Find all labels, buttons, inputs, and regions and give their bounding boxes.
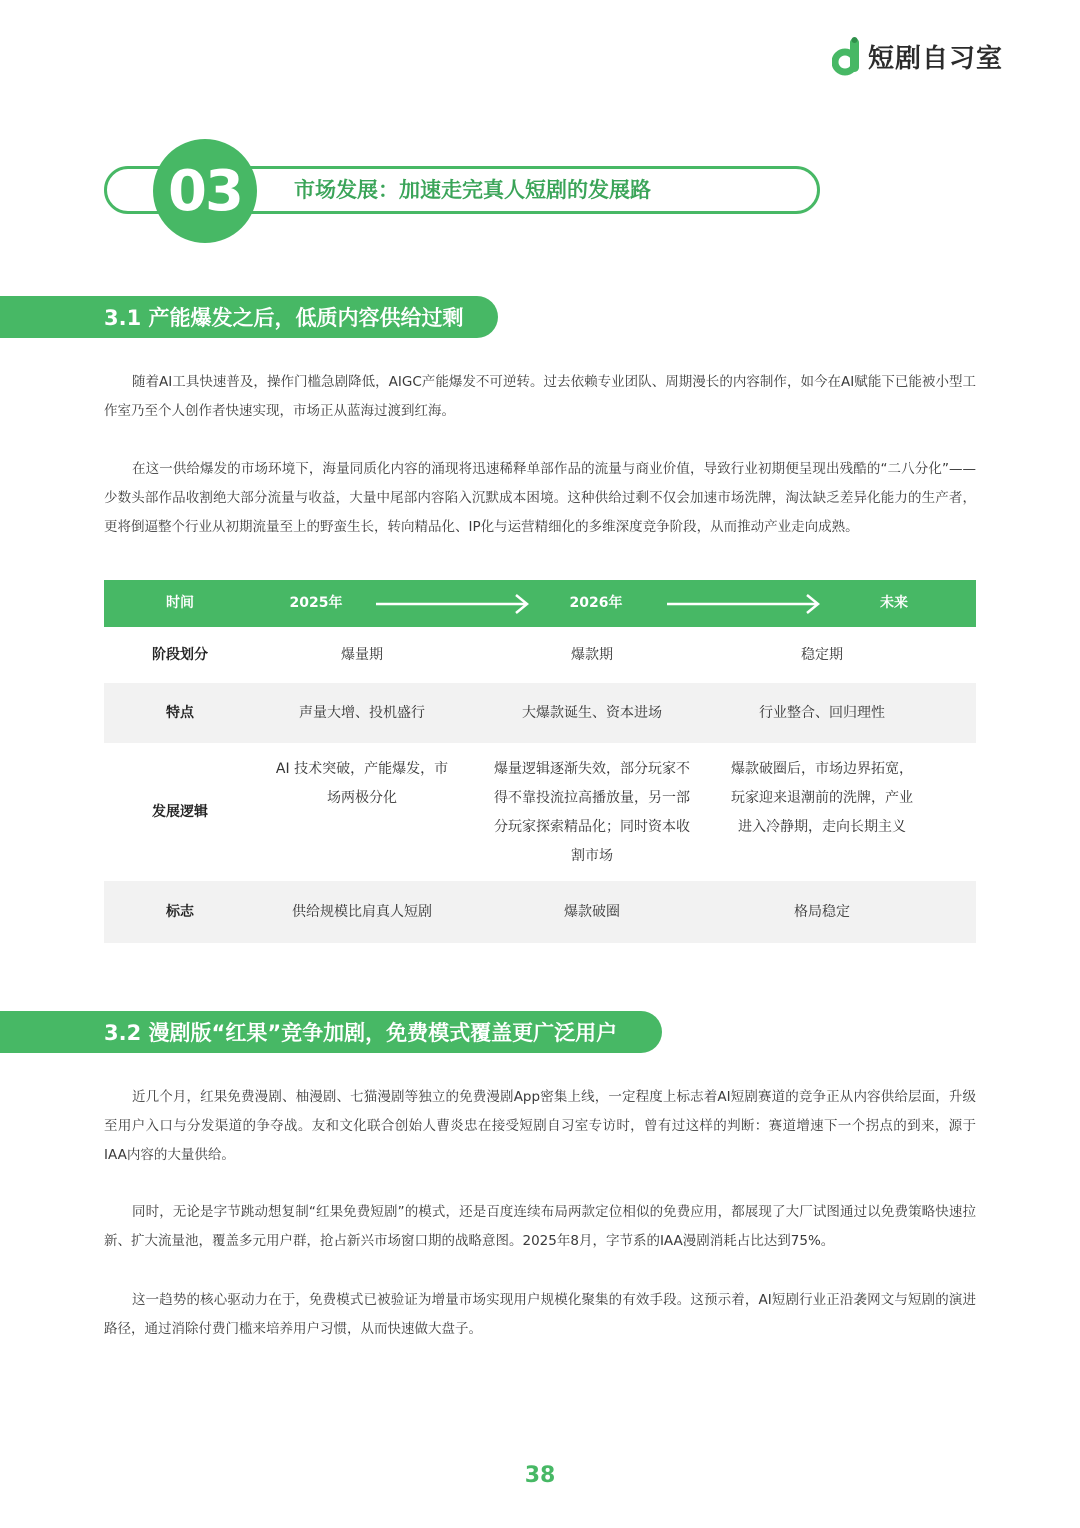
table-cell: 大爆款诞生、资本进场 — [522, 704, 662, 721]
table-row — [104, 743, 976, 881]
row-label: 发展逻辑 — [152, 803, 208, 820]
arrow-right-icon — [376, 593, 534, 615]
table-cell: 爆量期 — [341, 646, 383, 663]
section-heading-3-2: 3.2 漫剧版“红果”竞争加剧，免费模式覆盖更广泛用户 — [0, 1011, 662, 1053]
table-cell: 声量大增、投机盛行 — [299, 704, 425, 721]
table-cell: 爆款破圈后，市场边界拓宽，玩家迎来退潮前的洗牌，产业进入冷静期，走向长期主义 — [731, 761, 913, 835]
table-row — [104, 627, 976, 683]
table-row — [104, 683, 976, 743]
paragraph: 同时，无论是字节跳动想复制“红果免费短剧”的模式，还是百度连续布局两款定位相似的免费应用，都展现了大厂试图通过以免费策略快速拉新、扩大流量池，覆盖多元用户群，抢占新兴市场窗口期的战略意图。2025年8月，字节系的IAA漫剧消耗占比达到75%。 — [104, 1204, 976, 1249]
table-cell: 爆款破圈 — [564, 903, 620, 920]
row-label: 特点 — [166, 704, 194, 721]
row-label: 阶段划分 — [152, 646, 208, 663]
table-header — [104, 580, 976, 627]
brand-logo-icon — [832, 36, 862, 76]
chapter-title: 市场发展：加速走完真人短剧的发展路 — [294, 178, 651, 202]
table-cell: 爆量逻辑逐渐失效，部分玩家不得不靠投流拉高播放量，另一部分玩家探索精品化；同时资本收割市场 — [494, 761, 690, 864]
paragraph: 随着AI工具快速普及，操作门槛急剧降低，AIGC产能爆发不可逆转。过去依赖专业团队、周期漫长的内容制作，如今在AI赋能下已能被小型工作室乃至个人创作者快速实现，市场正从蓝海过渡到红海。 — [104, 374, 976, 419]
table-cell: 稳定期 — [801, 646, 843, 663]
header-2025: 2025年 — [289, 595, 343, 611]
table-cell: 爆款期 — [571, 646, 613, 663]
header-future: 未来 — [880, 595, 908, 611]
header-2026: 2026年 — [569, 595, 623, 611]
brand-name: 短剧自习室 — [868, 43, 1004, 74]
paragraph: 这一趋势的核心驱动力在于，免费模式已被验证为增量市场实现用户规模化聚集的有效手段。这预示着，AI短剧行业正沿袭网文与短剧的演进路径，通过消除付费门槛来培养用户习惯，从而快速做大盘子。 — [104, 1292, 976, 1337]
brand-logo — [832, 36, 1003, 76]
table-cell: 供给规模比肩真人短剧 — [292, 903, 432, 920]
development-stage-table — [104, 580, 976, 943]
row-label: 标志 — [166, 903, 194, 920]
header-time-label: 时间 — [166, 595, 194, 611]
page-number: 38 — [524, 1463, 556, 1488]
table-row — [104, 881, 976, 943]
paragraph: 在这一供给爆发的市场环境下，海量同质化内容的涌现将迅速稀释单部作品的流量与商业价值，导致行业初期便呈现出残酷的“二八分化”——少数头部作品收割绝大部分流量与收益，大量中尾部内容陷入沉默成本困境。这种供给过剩不仅会加速市场洗牌，淘汰缺乏差异化能力的生产者，更将倒逼整个行业从初期流量至上的野蛮生长，转向精品化、IP化与运营精细化的多维深度竞争阶段，从而推动产业走向成熟。 — [104, 461, 976, 535]
table-cell: 行业整合、回归理性 — [759, 704, 885, 721]
arrow-right-icon — [667, 593, 825, 615]
table-cell: AI 技术突破，产能爆发，市场两极分化 — [275, 761, 449, 806]
section-heading-3-1: 3.1 产能爆发之后，低质内容供给过剩 — [0, 296, 498, 338]
paragraph: 近几个月，红果免费漫剧、柚漫剧、七猫漫剧等独立的免费漫剧App密集上线，一定程度上标志着AI短剧赛道的竞争正从内容供给层面，升级至用户入口与分发渠道的争夺战。友和文化联合创始人曹炎忠在接受短剧自习室专访时，曾有过这样的判断：赛道增速下一个拐点的到来，源于IAA内容的大量供给。 — [104, 1089, 976, 1163]
chapter-number: 03 — [153, 139, 257, 243]
table-cell: 格局稳定 — [794, 903, 850, 920]
